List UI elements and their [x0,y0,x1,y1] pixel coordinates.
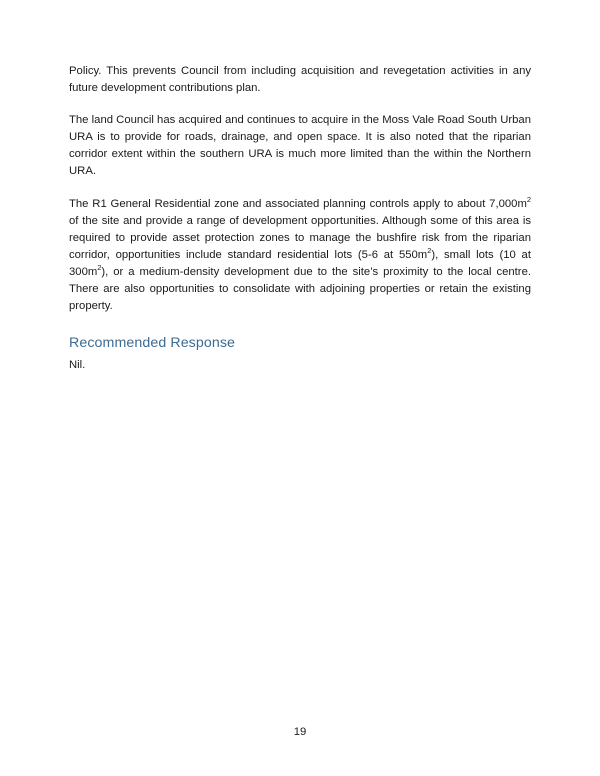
page-content [69,63,531,374]
superscript-square-metres-7000: 2 [526,194,531,204]
superscript-square-metres-300: 2 [97,263,102,273]
superscript-square-metres-550: 2 [427,246,432,256]
paragraph-land-acquisition: The land Council has acquired and continues to acquire in the Moss Vale Road South Urban URA is to provide for roads, drainage, and open space. It is also noted that the riparian corridor extent within the southern URA is much more limited than the within the Northern URA. [69,114,531,178]
paragraph-segment-4: ), or a medium-density development due to the site’s proximity to the local centre. There are also opportunities to consolidate with adjoining properties or retain the existing property. [69,265,531,313]
paragraph-policy-contributions: Policy. This prevents Council from including acquisition and revegetation activities in any future development contributions plan. [69,65,531,95]
recommended-response-text: Nil. [69,359,86,372]
paragraph-segment-3: ), small lots (10 at 300m [69,248,531,278]
paragraph-r1-residential-zone [69,196,531,316]
paragraph-segment-2: of the site and provide a range of development opportunities. Although some of this area is required to provide asset protection zones to manage the bushfire risk from the riparian corridor, opportunities include standard residential lots (5-6 at 550m [69,214,531,261]
page-number-footer: 19 [293,726,307,738]
heading-recommended-response: Recommended Response [69,335,236,352]
paragraph-segment-1: The R1 General Residential zone and associated planning controls apply to about 7,000m [69,197,527,210]
